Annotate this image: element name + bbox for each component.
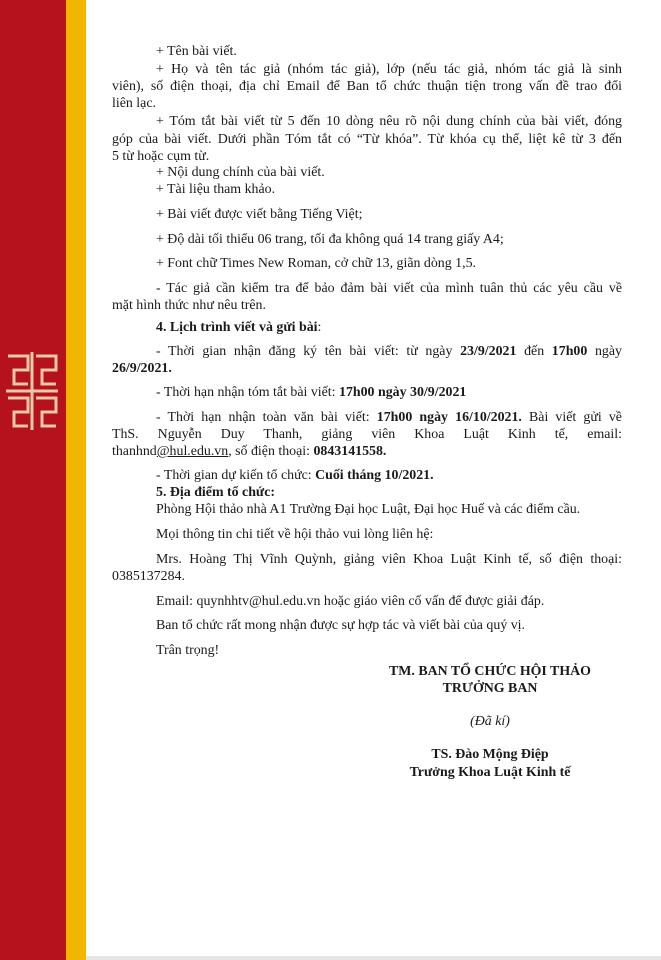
doc-line: + Tóm tắt bài viết từ 5 đến 10 dòng nêu rõ nội dung chính của bài viết, đóng bbox=[156, 114, 622, 129]
signature-org: TM. BAN TỔ CHỨC HỘI THẢO bbox=[389, 664, 591, 679]
recipient-email-link[interactable]: @hul.edu.vn bbox=[156, 444, 229, 459]
doc-line: + Độ dài tối thiểu 06 trang, tối đa không quá 14 trang giấy A4; bbox=[156, 232, 504, 247]
doc-line: + Bài viết được viết bằng Tiếng Việt; bbox=[156, 207, 363, 222]
fulltext-recipient: ThS. Nguyễn Duy Thanh, giảng viên Khoa Luật Kinh tế, email: bbox=[112, 427, 622, 442]
contact-intro: Mọi thông tin chi tiết về hội thảo vui lòng liên hệ: bbox=[156, 527, 434, 542]
doc-line: - Tác giả cần kiểm tra để bảo đảm bài viết của mình tuân thủ các yêu cầu về bbox=[156, 281, 622, 296]
doc-line: + Tên bài viết. bbox=[156, 44, 237, 59]
left-red-band bbox=[0, 0, 66, 960]
contact-phone: 0385137284. bbox=[112, 569, 185, 584]
signature-title: TRƯỞNG BAN bbox=[442, 681, 538, 696]
decorative-pattern-icon bbox=[4, 350, 60, 432]
doc-line: + Font chữ Times New Roman, cở chữ 13, giãn dòng 1,5. bbox=[156, 256, 476, 271]
doc-line: + Họ và tên tác giả (nhóm tác giả), lớp (nếu tác giả, nhóm tác giả là sinh bbox=[156, 62, 622, 77]
abstract-deadline: - Thời hạn nhận tóm tắt bài viết: 17h00 ngày 30/9/2021 bbox=[156, 385, 467, 400]
contact-email: Email: quynhhtv@hul.edu.vn hoặc giáo viên cố vấn để được giải đáp. bbox=[156, 594, 545, 609]
event-time: - Thời gian dự kiến tổ chức: Cuối tháng 10/2021. bbox=[156, 468, 434, 483]
left-gold-stripe bbox=[66, 0, 86, 960]
registration-deadline: - Thời gian nhận đăng ký tên bài viết: từ ngày 23/9/2021 đến 17h00 ngày bbox=[156, 344, 622, 359]
venue: Phòng Hội thảo nhà A1 Trường Đại học Luật, Đại học Huế và các điểm cầu. bbox=[156, 502, 581, 517]
doc-line: + Tài liệu tham khảo. bbox=[156, 182, 276, 197]
doc-line: viên), số điện thoại, địa chỉ Email để Ban tổ chức thuận tiện trong vấn đề trao đổi bbox=[112, 79, 622, 94]
fulltext-deadline: - Thời hạn nhận toàn văn bài viết: 17h00 ngày 16/10/2021. Bài viết gửi về bbox=[156, 410, 622, 425]
registration-end-date: 26/9/2021. bbox=[112, 361, 172, 376]
fulltext-contact: thanhnd@hul.edu.vn, số điện thoại: 0843141558. bbox=[112, 444, 387, 459]
regards: Trân trọng! bbox=[156, 643, 220, 658]
doc-line: + Nội dung chính của bài viết. bbox=[156, 165, 325, 180]
signer-position: Trưởng Khoa Luật Kinh tế bbox=[409, 765, 571, 780]
signature-signed: (Đã kí) bbox=[470, 714, 510, 729]
contact-person: Mrs. Hoàng Thị Vĩnh Quỳnh, giảng viên Khoa Luật Kinh tế, số điện thoại: bbox=[156, 552, 622, 567]
doc-line: liên lạc. bbox=[112, 96, 156, 111]
doc-line: mặt hình thức như nêu trên. bbox=[112, 298, 266, 313]
closing-line: Ban tổ chức rất mong nhận được sự hợp tác và viết bài của quý vị. bbox=[156, 618, 526, 633]
doc-line: góp của bài viết. Dưới phần Tóm tắt có “Từ khóa”. Từ khóa cụ thể, liệt kê từ 3 đến bbox=[112, 132, 622, 147]
signer-name: TS. Đào Mộng Điệp bbox=[431, 747, 549, 762]
page-bottom-edge bbox=[86, 956, 661, 960]
doc-line: 5 từ hoặc cụm từ. bbox=[112, 149, 210, 164]
section-5-heading: 5. Địa điểm tổ chức: bbox=[156, 485, 276, 500]
section-4-heading: 4. Lịch trình viết và gửi bài: bbox=[156, 320, 322, 335]
